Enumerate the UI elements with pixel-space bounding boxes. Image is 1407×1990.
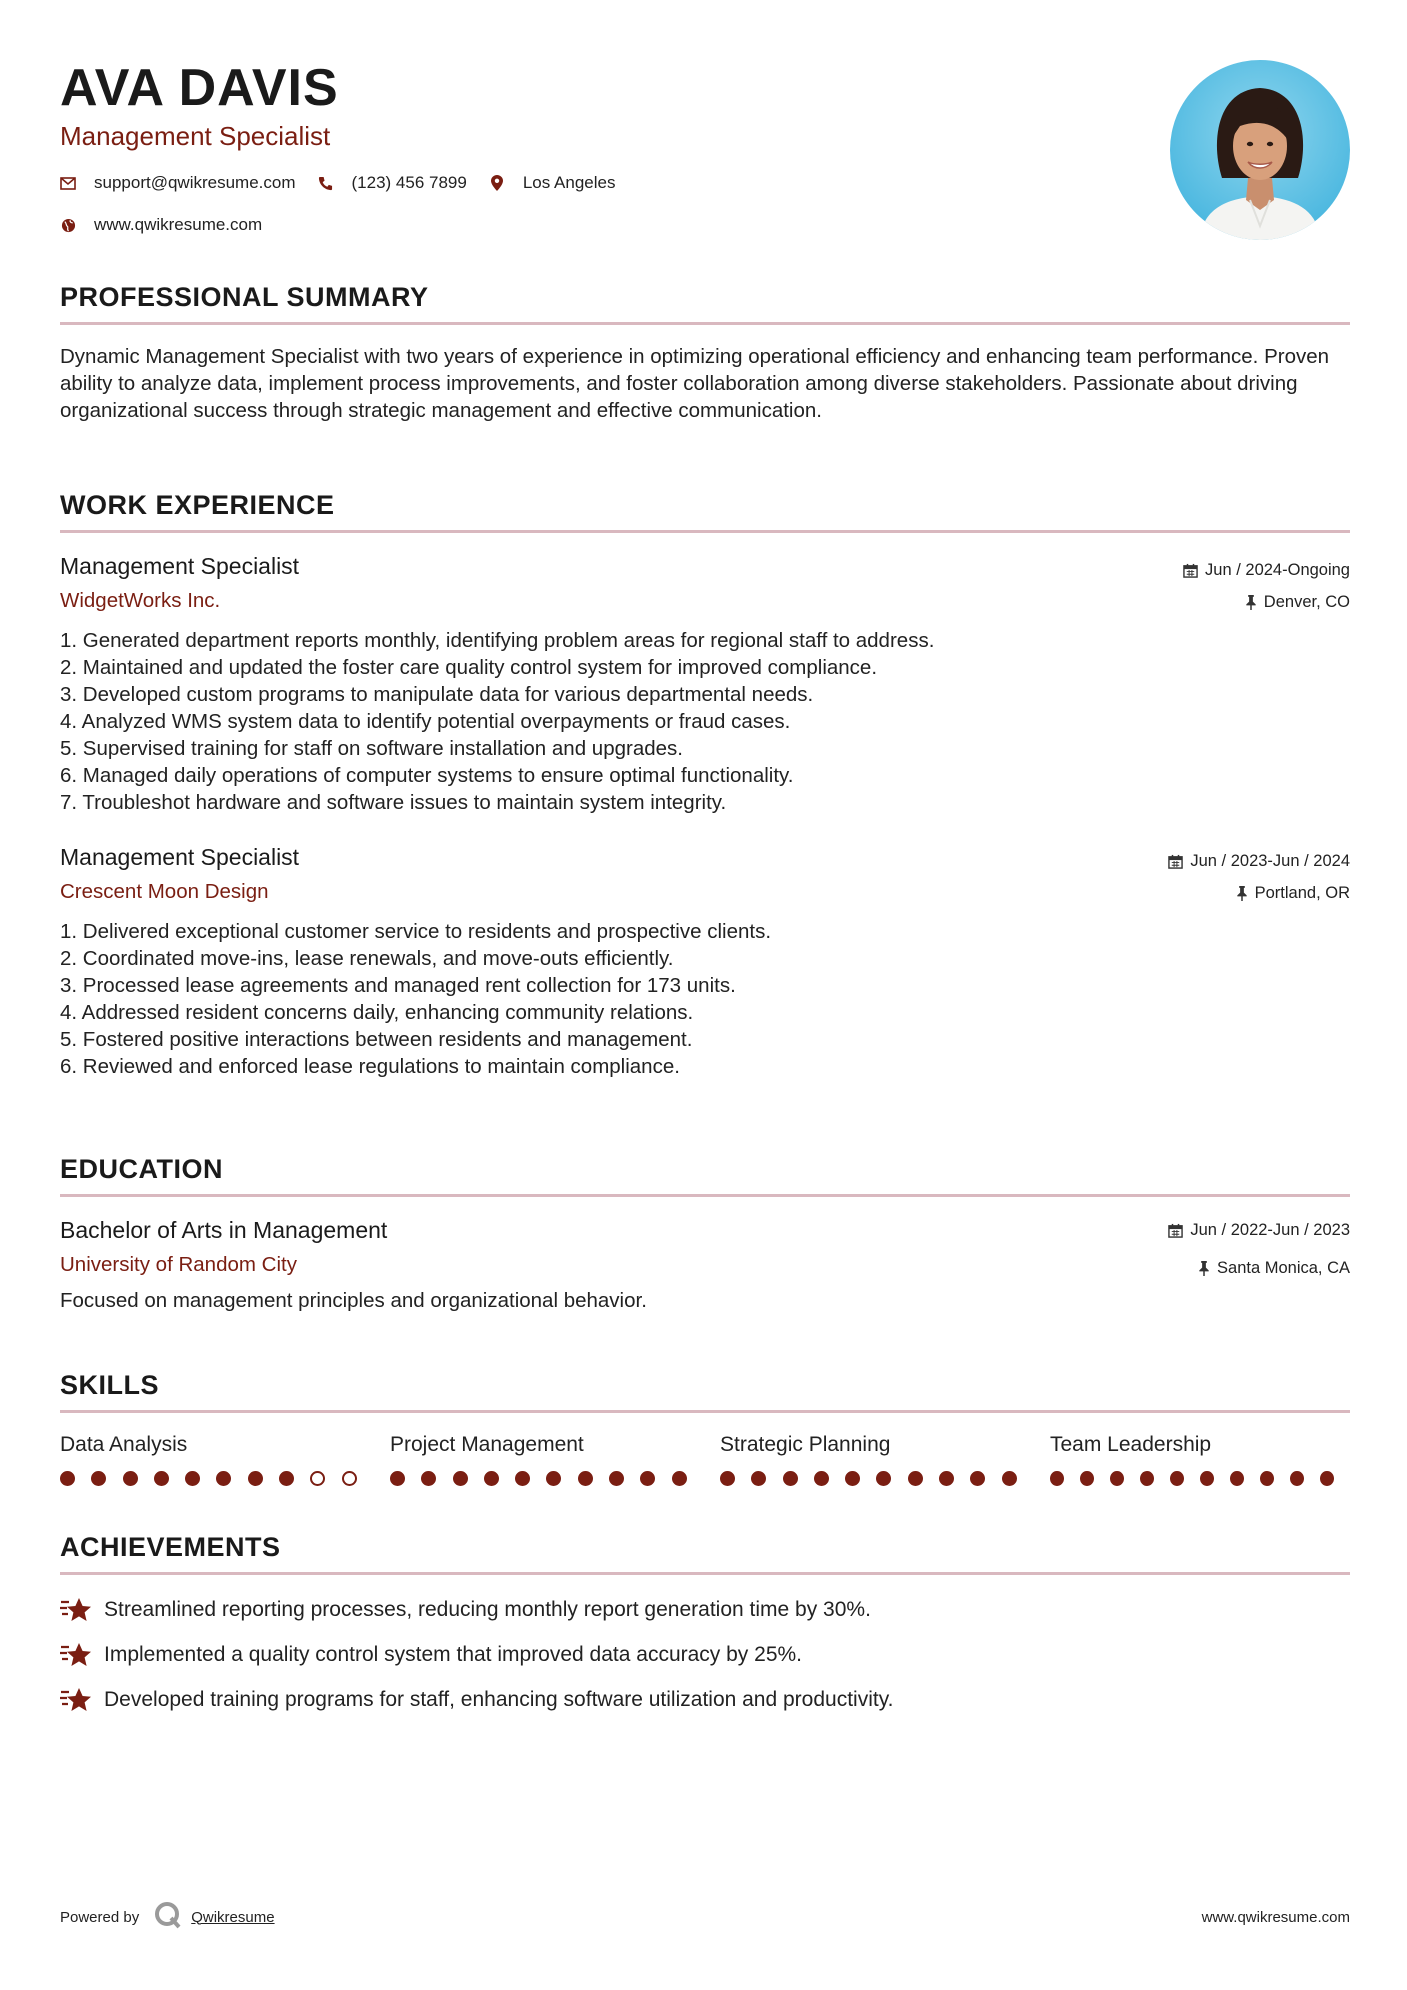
rating-dot-filled: [751, 1471, 766, 1486]
list-item: 3. Processed lease agreements and managed rent collection for 173 units.: [60, 974, 736, 997]
rating-dot-filled: [421, 1471, 436, 1486]
skill-item: [720, 1431, 1050, 1486]
shooting-star-icon: [60, 1686, 92, 1714]
pushpin-icon: [1245, 595, 1257, 610]
education-dates: Jun / 2022-Jun / 2023: [1190, 1220, 1350, 1239]
skill-item: [1050, 1431, 1350, 1486]
job-entry: [60, 842, 1350, 1080]
qwikresume-logo-icon: [153, 1900, 183, 1934]
list-item: 2. Coordinated move-ins, lease renewals, and move-outs efficiently.: [60, 947, 674, 970]
experience-heading: WORK EXPERIENCE: [60, 490, 335, 520]
list-item: 6. Managed daily operations of computer systems to ensure optimal functionality.: [60, 764, 794, 787]
achievements-section: [60, 1530, 1350, 1728]
job-entry: [60, 551, 1350, 816]
achievement-text: Implemented a quality control system that improved data accuracy by 25%.: [104, 1643, 803, 1666]
rating-dot-filled: [1230, 1471, 1244, 1486]
job-dates: Jun / 2024-Ongoing: [1205, 560, 1350, 579]
job-dates: Jun / 2023-Jun / 2024: [1190, 851, 1350, 870]
rating-dot-filled: [279, 1471, 294, 1486]
rating-dot-filled: [814, 1471, 829, 1486]
brand-link[interactable]: Qwikresume: [191, 1908, 275, 1926]
education-location: Santa Monica, CA: [1217, 1258, 1350, 1277]
skills-heading: SKILLS: [60, 1370, 160, 1400]
rating-dot-filled: [1260, 1471, 1274, 1486]
achievement-item: [60, 1638, 1350, 1672]
rating-dot-filled: [720, 1471, 735, 1486]
candidate-title: Management Specialist: [60, 121, 331, 151]
achievements-list: [60, 1593, 1350, 1717]
list-item: 5. Supervised training for staff on software installation and upgrades.: [60, 737, 683, 760]
shooting-star-icon: [60, 1641, 92, 1669]
job-meta: [1168, 850, 1350, 904]
rating-dot-filled: [390, 1471, 405, 1486]
job-bullets: [60, 627, 1350, 816]
skill-name: Strategic Planning: [720, 1433, 891, 1456]
rating-dot-filled: [453, 1471, 468, 1486]
list-item: 4. Addressed resident concerns daily, enhancing community relations.: [60, 1001, 694, 1024]
job-location: Portland, OR: [1254, 883, 1350, 902]
calendar-icon: [1183, 563, 1198, 578]
section-divider: [60, 1572, 1350, 1575]
envelope-icon: [60, 175, 76, 191]
skill-item: [60, 1431, 390, 1486]
calendar-icon: [1168, 1223, 1183, 1238]
education-heading: EDUCATION: [60, 1154, 223, 1184]
rating-dot-filled: [216, 1471, 231, 1486]
skill-rating: [1050, 1471, 1350, 1486]
rating-dot-filled: [60, 1471, 75, 1486]
rating-dot-filled: [1290, 1471, 1304, 1486]
rating-dot-empty: [310, 1471, 325, 1486]
school-name: University of Random City: [60, 1253, 297, 1276]
achievement-text: Streamlined reporting processes, reducing monthly report generation time by 30%.: [104, 1598, 871, 1621]
contact-info: [60, 170, 1350, 238]
location-text: Los Angeles: [522, 173, 616, 192]
skill-rating: [390, 1471, 720, 1486]
list-item: 3. Developed custom programs to manipulate data for various departmental needs.: [60, 683, 814, 706]
rating-dot-filled: [672, 1471, 687, 1486]
rating-dot-filled: [1320, 1471, 1334, 1486]
resume-header: [60, 58, 1350, 248]
job-company: Crescent Moon Design: [60, 880, 269, 903]
rating-dot-filled: [1170, 1471, 1184, 1486]
website-text: www.qwikresume.com: [94, 215, 263, 234]
education-description: Focused on management principles and organizational behavior.: [60, 1289, 647, 1312]
rating-dot-filled: [484, 1471, 499, 1486]
job-company: WidgetWorks Inc.: [60, 589, 221, 612]
section-divider: [60, 322, 1350, 325]
education-section: [60, 1152, 1350, 1314]
rating-dot-filled: [640, 1471, 655, 1486]
skill-name: Team Leadership: [1050, 1433, 1212, 1456]
job-location: Denver, CO: [1263, 592, 1350, 611]
skill-rating: [60, 1471, 390, 1486]
achievement-text: Developed training programs for staff, enhancing software utilization and productivity.: [104, 1688, 894, 1711]
rating-dot-filled: [185, 1471, 200, 1486]
list-item: 2. Maintained and updated the foster care quality control system for improved compliance.: [60, 656, 878, 679]
rating-dot-filled: [91, 1471, 106, 1486]
list-item: 4. Analyzed WMS system data to identify potential overpayments or fraud cases.: [60, 710, 791, 733]
rating-dot-filled: [783, 1471, 798, 1486]
rating-dot-filled: [845, 1471, 860, 1486]
rating-dot-filled: [546, 1471, 561, 1486]
pushpin-icon: [1236, 886, 1248, 901]
list-item: 1. Delivered exceptional customer service to residents and prospective clients.: [60, 920, 772, 943]
page-footer: [60, 1900, 1350, 1934]
candidate-name: AVA DAVIS: [60, 59, 339, 117]
achievement-item: [60, 1593, 1350, 1627]
section-divider: [60, 530, 1350, 533]
rating-dot-filled: [123, 1471, 138, 1486]
rating-dot-filled: [876, 1471, 891, 1486]
rating-dot-filled: [248, 1471, 263, 1486]
skills-list: [60, 1431, 1350, 1486]
job-meta: [1183, 559, 1350, 613]
skill-item: [390, 1431, 720, 1486]
summary-text: Dynamic Management Specialist with two years of experience in optimizing operational efficiency and enhancing team performance. Proven ability to analyze data, implement process improvements, and foster collaboration among diverse stakeholders. Passionate about driving organizational success through strategic management and effective communication.: [60, 345, 1330, 422]
rating-dot-filled: [1110, 1471, 1124, 1486]
skills-section: [60, 1368, 1350, 1486]
skill-name: Project Management: [390, 1433, 584, 1456]
rating-dot-filled: [1002, 1471, 1017, 1486]
email-text: support@qwikresume.com: [94, 173, 296, 192]
powered-by-label: Powered by: [60, 1908, 140, 1926]
globe-icon: [60, 217, 76, 233]
summary-section: [60, 280, 1350, 424]
pushpin-icon: [1198, 1261, 1210, 1276]
section-divider: [60, 1194, 1350, 1197]
rating-dot-filled: [515, 1471, 530, 1486]
rating-dot-filled: [908, 1471, 923, 1486]
rating-dot-filled: [609, 1471, 624, 1486]
rating-dot-filled: [970, 1471, 985, 1486]
list-item: 1. Generated department reports monthly, identifying problem areas for regional staff to address.: [60, 629, 935, 652]
rating-dot-filled: [578, 1471, 593, 1486]
rating-dot-filled: [1200, 1471, 1214, 1486]
list-item: 7. Troubleshot hardware and software issues to maintain system integrity.: [60, 791, 727, 814]
education-meta: [1168, 1219, 1350, 1279]
shooting-star-icon: [60, 1596, 92, 1624]
experience-section: [60, 488, 1350, 1080]
skill-name: Data Analysis: [60, 1433, 188, 1456]
job-bullets: [60, 918, 1350, 1080]
rating-dot-filled: [1140, 1471, 1154, 1486]
contact-location: [489, 173, 616, 193]
education-entry: [60, 1215, 1350, 1314]
rating-dot-filled: [154, 1471, 169, 1486]
rating-dot-filled: [1050, 1471, 1064, 1486]
achievements-heading: ACHIEVEMENTS: [60, 1532, 281, 1562]
list-item: 6. Reviewed and enforced lease regulations to maintain compliance.: [60, 1055, 680, 1078]
profile-photo: [1170, 60, 1350, 240]
summary-heading: PROFESSIONAL SUMMARY: [60, 282, 429, 312]
phone-icon: [318, 175, 334, 191]
phone-text: (123) 456 7899: [351, 173, 467, 192]
rating-dot-filled: [1080, 1471, 1094, 1486]
map-pin-icon: [489, 175, 505, 191]
contact-email: [60, 173, 296, 193]
rating-dot-filled: [939, 1471, 954, 1486]
degree-title: Bachelor of Arts in Management: [60, 1217, 388, 1243]
rating-dot-empty: [342, 1471, 357, 1486]
contact-website: [60, 215, 262, 235]
calendar-icon: [1168, 854, 1183, 869]
achievement-item: [60, 1683, 1350, 1717]
list-item: 5. Fostered positive interactions between residents and management.: [60, 1028, 693, 1051]
footer-website: www.qwikresume.com: [1201, 1908, 1350, 1926]
section-divider: [60, 1410, 1350, 1413]
contact-phone: [318, 173, 467, 193]
job-title: Management Specialist: [60, 553, 300, 579]
job-title: Management Specialist: [60, 844, 300, 870]
skill-rating: [720, 1471, 1050, 1486]
